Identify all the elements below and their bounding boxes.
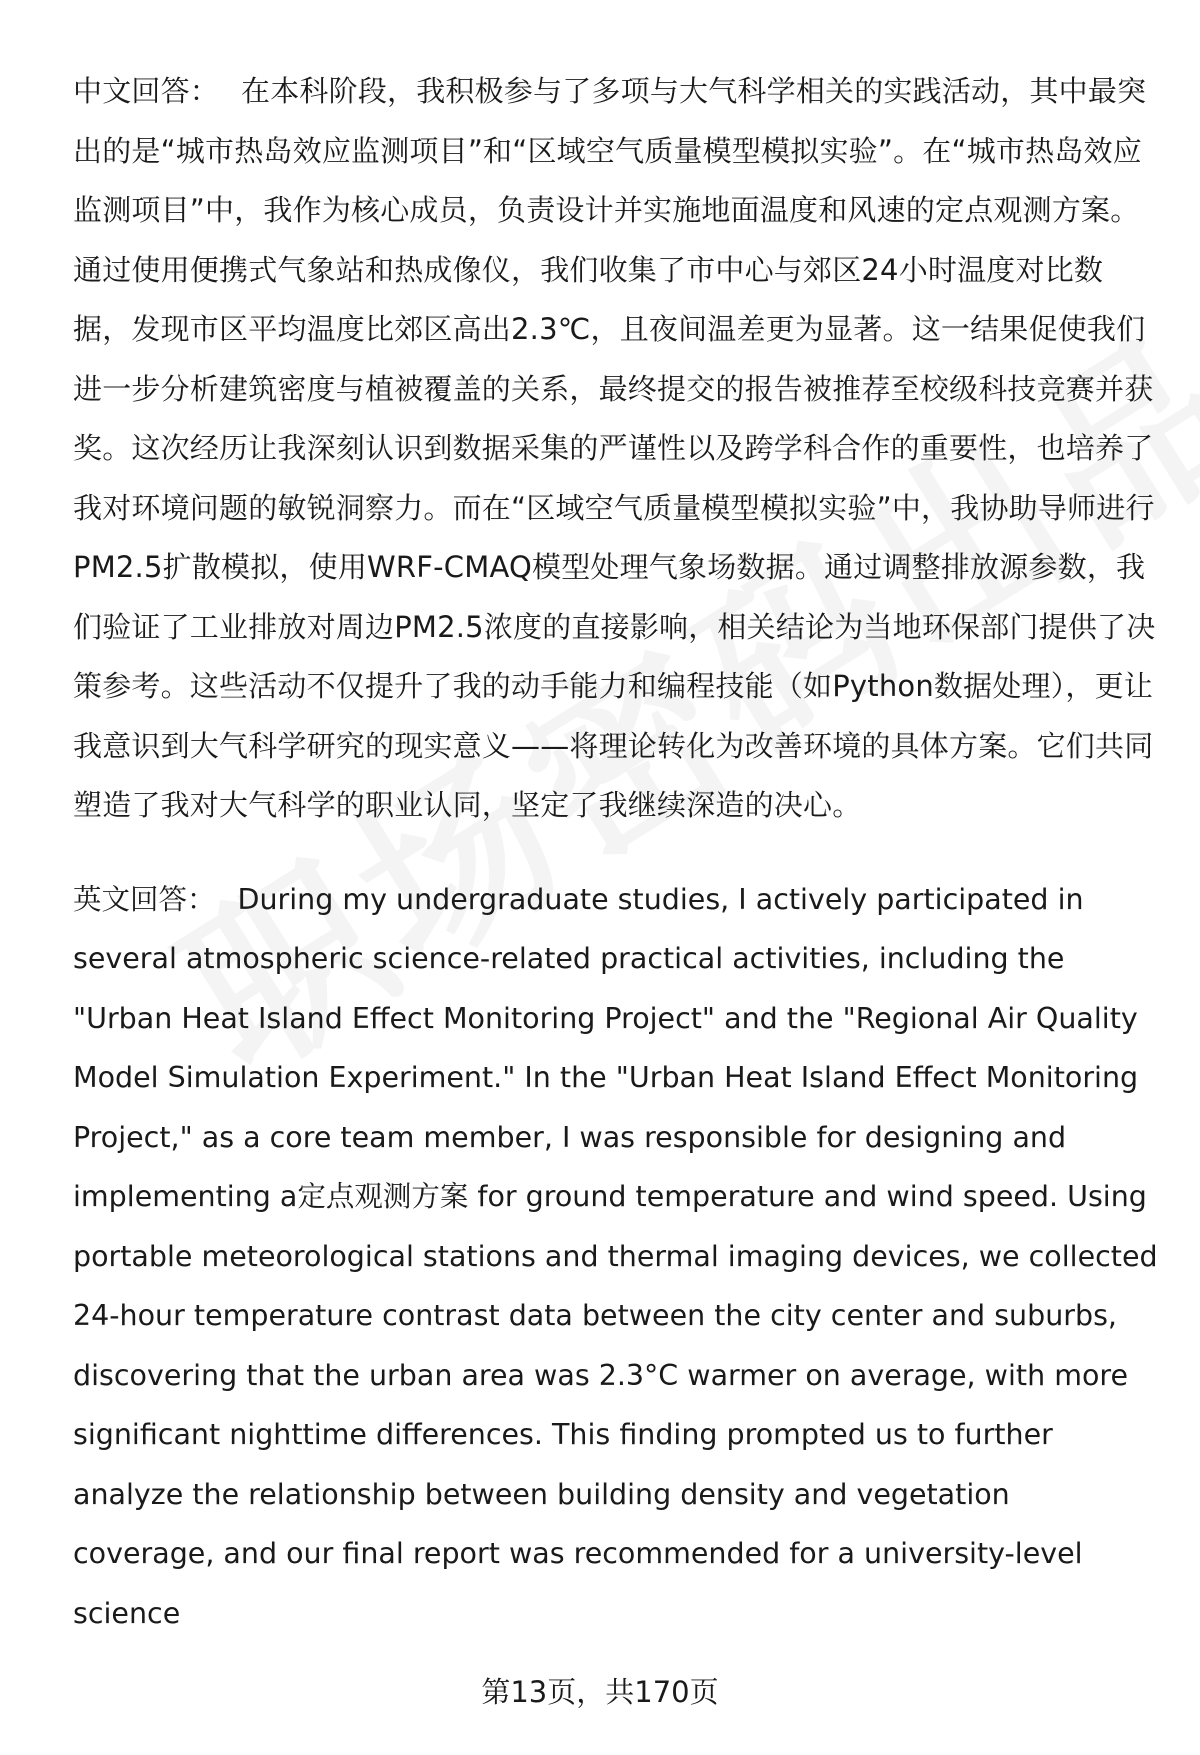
chinese-answer-paragraph bbox=[73, 62, 1158, 836]
english-answer-label: 英文回答： bbox=[73, 882, 216, 916]
paragraph-gap bbox=[73, 836, 1158, 870]
english-answer-paragraph bbox=[73, 870, 1158, 1644]
document-body bbox=[73, 62, 1158, 1643]
chinese-answer-text: 在本科阶段，我积极参与了多项与大气科学相关的实践活动，其中最突出的是“城市热岛效应监测项目”和“区域空气质量模型模拟实验”。在“城市热岛效应监测项目”中，我作为核心成员，负责设计并实施地面温度和风速的定点观测方案。通过使用便携式气象站和热成像仪，我们收集了市中心与郊区24小时温度对比数据，发现市区平均温度比郊区高出2.3℃，且夜间温差更为显著。这一结果促使我们进一步分析建筑密度与植被覆盖的关系，最终提交的报告被推荐至校级科技竞赛并获奖。这次经历让我深刻认识到数据采集的严谨性以及跨学科合作的重要性，也培养了我对环境问题的敏锐洞察力。而在“区域空气质量模型模拟实验”中，我协助导师进行PM2.5扩散模拟，使用WRF-CMAQ模型处理气象场数据。通过调整排放源参数，我们验证了工业排放对周边PM2.5浓度的直接影响，相关结论为当地环保部门提供了决策参考。这些活动不仅提升了我的动手能力和编程技能（如Python数据处理），更让我意识到大气科学研究的现实意义——将理论转化为改善环境的具体方案。它们共同塑造了我对大气科学的职业认同，坚定了我继续深造的决心。 bbox=[73, 74, 1156, 822]
chinese-answer-label: 中文回答： bbox=[73, 74, 220, 108]
page-number-footer: 第13页，共170页 bbox=[481, 1675, 719, 1709]
english-answer-text: During my undergraduate studies, I actively participated in several atmospheric science-related practical activities, including the "Urban Heat Island Effect Monitoring Project" and the "Regional Air Quality Model Simulation Experiment." In the "Urban Heat Island Effect Monitoring Project," as a core team member, I was responsible for designing and implementing a定点观测方案 for ground temperature and wind speed. Using portable meteorological stations and thermal imaging devices, we collected 24-hour temperature contrast data between the city center and suburbs, discovering that the urban area was 2.3°C warmer on average, with more significant nighttime differences. This finding prompted us to further analyze the relationship between building density and vegetation coverage, and our final report was recommended for a university-level science bbox=[73, 882, 1158, 1630]
